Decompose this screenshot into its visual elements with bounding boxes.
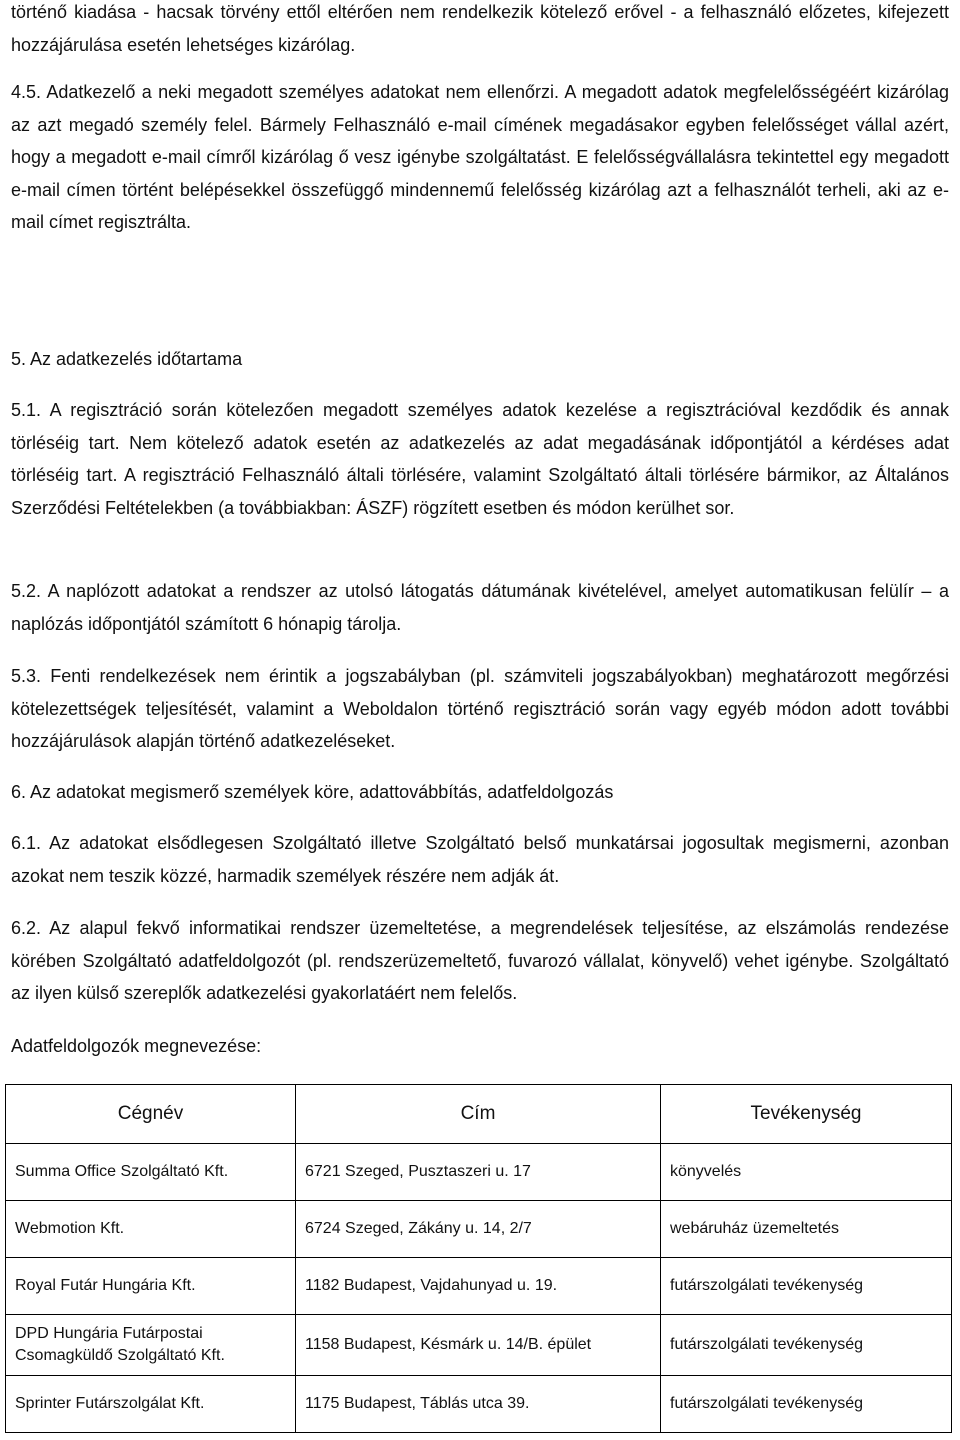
cell-company: DPD Hungária Futárpostai Csomagküldő Szolgáltató Kft.: [6, 1315, 296, 1376]
cell-activity: futárszolgálati tevékenység: [661, 1315, 952, 1376]
table-row: [6, 1376, 952, 1433]
table-header-row: [6, 1085, 952, 1144]
table-row: [6, 1201, 952, 1258]
heading-section-5: 5. Az adatkezelés időtartama: [11, 349, 243, 369]
header-activity: Tevékenység: [661, 1085, 952, 1144]
cell-address: 6724 Szeged, Zákány u. 14, 2/7: [296, 1201, 661, 1258]
paragraph-continuation: történő kiadása - hacsak törvény ettől eltérően nem rendelkezik kötelező erővel - a felhasználó előzetes, kifejezett hozzájárulása esetén lehetséges kizárólag.: [11, 2, 949, 55]
cell-company: Webmotion Kft.: [6, 1201, 296, 1258]
processors-heading: Adatfeldolgozók megnevezése:: [11, 1036, 262, 1056]
cell-activity: könyvelés: [661, 1144, 952, 1201]
processors-table: [5, 1084, 952, 1433]
header-company: Cégnév: [6, 1085, 296, 1144]
table-row: [6, 1144, 952, 1201]
paragraph-5-3: 5.3. Fenti rendelkezések nem érintik a jogszabályban (pl. számviteli jogszabályokban) meghatározott megőrzési kötelezettségek teljesítését, valamint a Weboldalon történő regisztráció során vagy egyéb módon adott további hozzájárulások alapján történő adatkezeléseket.: [11, 666, 949, 751]
header-address: Cím: [296, 1085, 661, 1144]
cell-address: 1182 Budapest, Vajdahunyad u. 19.: [296, 1258, 661, 1315]
cell-activity: futárszolgálati tevékenység: [661, 1258, 952, 1315]
table-row: [6, 1258, 952, 1315]
cell-company: Royal Futár Hungária Kft.: [6, 1258, 296, 1315]
cell-company: Sprinter Futárszolgálat Kft.: [6, 1376, 296, 1433]
paragraph-5-1: 5.1. A regisztráció során kötelezően megadott személyes adatok kezelése a regisztrációval kezdődik és annak törléséig tart. Nem kötelező adatok esetén az adatkezelés az adat megadásának időpontjától a kérdéses adat törléséig tart. A regisztráció Felhasználó általi törlésére, valamint Szolgáltató általi törlésére bármikor, az Általános Szerződési Feltételekben (a továbbiakban: ÁSZF) rögzített esetben és módon kerülhet sor.: [11, 400, 949, 518]
heading-section-6: 6. Az adatokat megismerő személyek köre, adattovábbítás, adatfeldolgozás: [11, 782, 614, 802]
paragraph-5-2: 5.2. A naplózott adatokat a rendszer az utolsó látogatás dátumának kivételével, amelyet automatikusan felülír – a naplózás időpontjától számított 6 hónapig tárolja.: [11, 581, 949, 634]
paragraph-6-2: 6.2. Az alapul fekvő informatikai rendszer üzemeltetése, a megrendelések teljesítése, az elszámolás rendezése körében Szolgáltató adatfeldolgozót (pl. rendszerüzemeltető, fuvarozó vállalat, könyvelő) vehet igénybe. Szolgáltató az ilyen külső szereplők adatkezelési gyakorlatáért nem felelős.: [11, 918, 949, 1003]
cell-address: 1158 Budapest, Késmárk u. 14/B. épület: [296, 1315, 661, 1376]
cell-activity: webáruház üzemeltetés: [661, 1201, 952, 1258]
cell-company: Summa Office Szolgáltató Kft.: [6, 1144, 296, 1201]
cell-address: 1175 Budapest, Táblás utca 39.: [296, 1376, 661, 1433]
cell-activity: futárszolgálati tevékenység: [661, 1376, 952, 1433]
cell-address: 6721 Szeged, Pusztaszeri u. 17: [296, 1144, 661, 1201]
paragraph-6-1: 6.1. Az adatokat elsődlegesen Szolgáltató illetve Szolgáltató belső munkatársai jogosultak megismerni, azonban azokat nem teszik közzé, harmadik személyek részére nem adják át.: [11, 833, 949, 886]
table-row: [6, 1315, 952, 1376]
paragraph-4-5: 4.5. Adatkezelő a neki megadott személyes adatokat nem ellenőrzi. A megadott adatok megfelelősségéért kizárólag az azt megadó személy felel. Bármely Felhasználó e-mail címének megadásakor egyben felelősséget vállal azért, hogy a megadott e-mail címről kizárólag ő vesz igénybe szolgáltatást. E felelősségvállalásra tekintettel egy megadott e-mail címen történt belépésekkel összefüggő mindennemű felelősség kizárólag azt a felhasználót terheli, aki az e-mail címet regisztrálta.: [11, 82, 949, 232]
